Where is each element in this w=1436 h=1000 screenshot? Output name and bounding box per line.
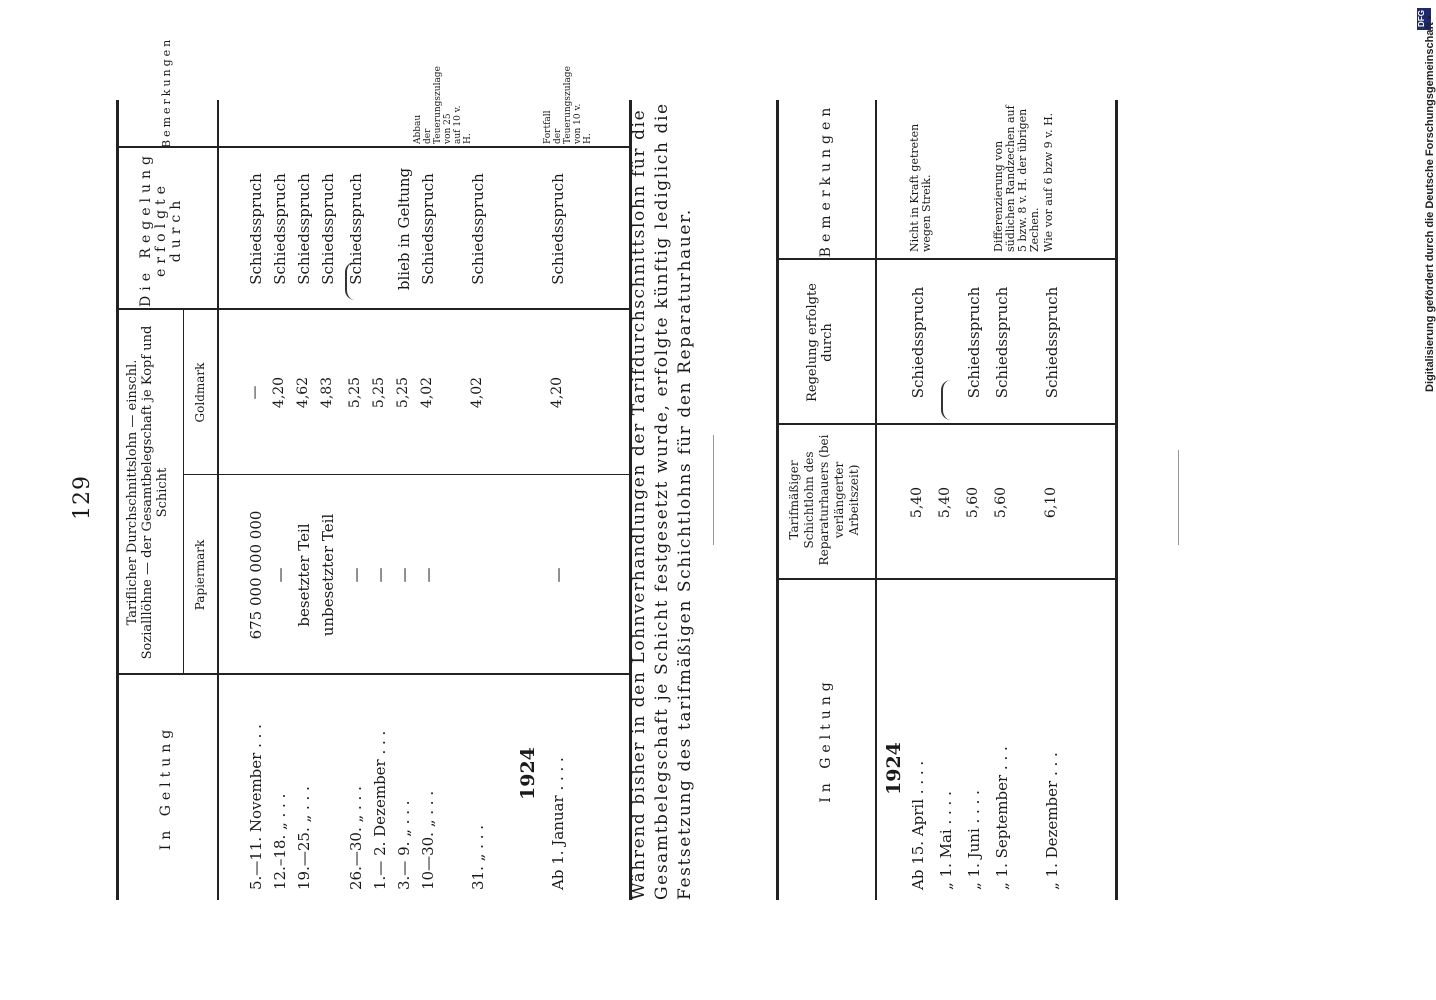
table2-row-bemerkung: Wie vor auf 6 bzw 9 v. H. [1042, 112, 1055, 252]
table-row-goldmark: 4,20 [271, 376, 287, 409]
table-row-papiermark: — [271, 567, 289, 583]
page-number: 129 [70, 475, 95, 520]
table2-row-regelung: Schiedsspruch [1043, 286, 1061, 399]
table-row-date: 12.–18. „ . . . [271, 793, 289, 890]
table-row-date: Ab 1. Januar . . . . [549, 757, 567, 890]
table2-row-date: „ 1. Dezember . . . [1043, 752, 1061, 890]
dfg-logo: DFG [1417, 8, 1431, 30]
table2-row-regelung: Schiedsspruch [993, 286, 1011, 399]
table-row-papiermark: — [549, 567, 567, 583]
table-row-goldmark: 4,02 [419, 376, 435, 409]
table-row-goldmark: 4,62 [295, 376, 311, 409]
table2-row-regelung: Schiedsspruch [965, 286, 983, 399]
table-row-date: 31. „ . . . [469, 824, 487, 890]
table2-row-date: „ 1. Juni . . . . [965, 790, 983, 890]
header-goldmark: Goldmark [193, 362, 207, 423]
table-row-date: 3.— 9. „ . . . [395, 800, 413, 890]
table-row-papiermark: 675 000 000 000 [247, 510, 265, 640]
table-reparaturhauer-schichtlohn [776, 100, 1118, 900]
table-row-papiermark: besetzter Teil [295, 523, 313, 627]
table-row-goldmark: 4,20 [549, 376, 565, 409]
table2-row-lohn: 5,40 [937, 486, 953, 519]
table-row-bemerkung-text: Fortfall der Teuerungszulage von 10 v. H. [543, 66, 593, 144]
header2-schichtlohn: Tarifmäßiger Schichtlohn des Reparaturhauers (bei verlängerter Arbeitszeit) [787, 434, 861, 566]
table-row-regelung: Schiedsspruch [549, 173, 567, 285]
table2-row-date: „ 1. Mai . . . . [937, 791, 955, 890]
table-row-goldmark: 5,25 [371, 376, 387, 409]
table-row-regelung: Schiedsspruch [319, 173, 337, 285]
table2-row-lohn: 5,60 [965, 486, 981, 519]
table-row-date: 1.— 2. Dezember . . . [371, 730, 389, 890]
table2-row-regelung: Schiedsspruch [909, 286, 927, 399]
table-row-regelung: Schiedsspruch [247, 173, 265, 285]
table2-row-lohn: 5,40 [909, 486, 925, 519]
table-row-date: 5.—11. November . . . [247, 724, 265, 890]
table-row-regelung: Schiedsspruch [419, 173, 437, 285]
table-row-papiermark: — [371, 567, 389, 583]
table2-row-lohn: 5,60 [993, 486, 1009, 519]
table-row-regelung: blieb in Geltung [395, 167, 413, 291]
table-row-regelung: Schiedsspruch [295, 173, 313, 285]
table-row-papiermark: unbesetzter Teil [319, 513, 337, 637]
table-row-goldmark: 5,25 [347, 376, 363, 409]
header2-in-geltung: In Geltung [818, 677, 834, 803]
table-wage-papiermark-goldmark [116, 36, 632, 900]
table2-row-bemerkung: Differenzierung von südlichen Randzechen auf 5 bzw. 8 v. H. der übrigen Zechen. [992, 105, 1041, 252]
table2-row-date: „ 1. September . . . [993, 746, 1011, 890]
year-label: 1924 [517, 747, 539, 800]
header-bemerkungen: Bemerkungen [160, 36, 173, 148]
table-row-goldmark: 4,83 [319, 376, 335, 409]
grouping-brace [345, 262, 355, 300]
table-row-date: 10—30. „ . . . [419, 790, 437, 890]
header2-bemerkungen: Bemerkungen [818, 102, 834, 258]
header-in-geltung: In Geltung [158, 724, 174, 851]
table-row-date: 19.—25. „ . . . [295, 786, 313, 890]
table2-row-lohn: 6,10 [1043, 486, 1059, 519]
table2-row-date: Ab 15. April . . . . [909, 760, 927, 890]
table-row-regelung: Schiedsspruch [469, 173, 487, 285]
table-row-date: 26.—30. „ . . . [347, 786, 365, 890]
table-row-regelung: Schiedsspruch [347, 173, 365, 285]
year-label-2: 1924 [883, 742, 905, 795]
header-papiermark: Papiermark [193, 539, 207, 611]
header-regelung: Die Regelung erfolgte durch [138, 151, 184, 307]
table-row-papiermark: — [395, 567, 413, 583]
table-row-goldmark: — [247, 385, 263, 400]
grouping-brace-2 [941, 380, 951, 420]
table-row-goldmark: 5,25 [395, 376, 411, 409]
table-row-papiermark: — [347, 567, 365, 583]
body-paragraph: Während bisher in den Lohnverhandlungen der Tarifdurchschnittslohn für die Gesamtbelegschaft je Schicht festgesetzt wurde, erfolgte künftig lediglich die Festsetzung des tarifmäßigen Schichtlohns für den Reparaturhauer. [629, 102, 695, 900]
table-row-papiermark: — [419, 567, 437, 583]
table-row-regelung: Schiedsspruch [271, 173, 289, 285]
table2-row-bemerkung: Nicht in Kraft getreten wegen Streik. [908, 123, 933, 252]
table-row-bemerkung-text: Abbau der Teuerungszulage von 25 auf 10 v. H. [413, 66, 473, 144]
header2-regelung: Regelung erfolgte durch [805, 283, 835, 402]
header-durchschnittslohn: Tariflicher Durchschnittslohn — einschl. Sozialllöhne — der Gesamtbelegschaft je Kopf und Schicht [125, 325, 170, 660]
table-row-goldmark: 4,02 [469, 376, 485, 409]
digitization-credit: Digitalisierung gefördert durch die Deutsche Forschungsgemeinschaft • [1424, 15, 1436, 392]
